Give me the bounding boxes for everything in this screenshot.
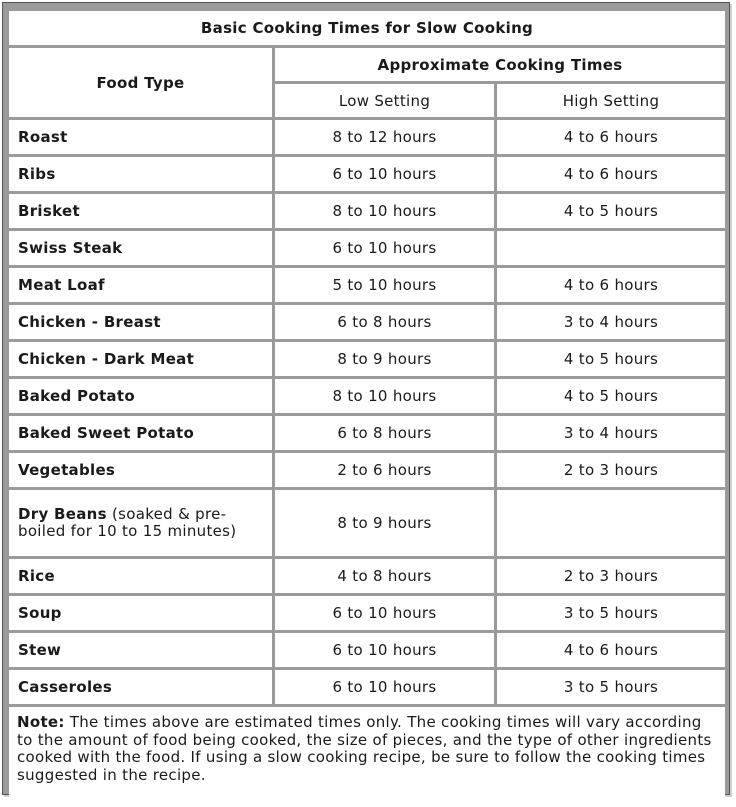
low-setting-cell: 6 to 10 hours	[275, 157, 497, 191]
food-name: Meat Loaf	[18, 276, 105, 294]
food-name: Ribs	[18, 165, 56, 183]
food-name: Vegetables	[18, 461, 116, 479]
table-row	[9, 305, 725, 339]
note-label: Note:	[17, 713, 65, 731]
food-type-cell	[9, 342, 275, 376]
high-setting-cell: 3 to 5 hours	[497, 670, 725, 704]
low-setting-cell: 6 to 10 hours	[275, 633, 497, 667]
high-setting-cell: 3 to 4 hours	[497, 416, 725, 450]
low-setting-cell: 8 to 10 hours	[275, 379, 497, 413]
table-title: Basic Cooking Times for Slow Cooking	[9, 11, 725, 45]
table-row	[9, 490, 725, 556]
high-setting-cell: 4 to 6 hours	[497, 157, 725, 191]
high-setting-cell: 4 to 5 hours	[497, 379, 725, 413]
food-name: Chicken - Dark Meat	[18, 350, 195, 368]
low-setting-cell: 8 to 12 hours	[275, 120, 497, 154]
high-setting-cell: 4 to 5 hours	[497, 194, 725, 228]
low-setting-cell: 4 to 8 hours	[275, 559, 497, 593]
food-note: (soaked & pre-boiled for 10 to 15 minutes)	[18, 505, 237, 540]
table-row	[9, 194, 725, 228]
food-type-cell	[9, 596, 275, 630]
food-name: Roast	[18, 128, 68, 146]
table-row	[9, 596, 725, 630]
table-row	[9, 416, 725, 450]
high-setting-cell: 2 to 3 hours	[497, 559, 725, 593]
high-setting-cell: 4 to 6 hours	[497, 268, 725, 302]
low-setting-cell: 8 to 10 hours	[275, 194, 497, 228]
high-setting-cell	[497, 490, 725, 556]
food-type-header: Food Type	[9, 48, 275, 117]
food-type-cell	[9, 453, 275, 487]
table-row	[9, 120, 725, 154]
low-setting-cell: 5 to 10 hours	[275, 268, 497, 302]
food-type-cell	[9, 305, 275, 339]
low-setting-cell: 6 to 8 hours	[275, 305, 497, 339]
cooking-times-table	[9, 8, 725, 807]
food-type-cell	[9, 559, 275, 593]
table-row	[9, 342, 725, 376]
high-setting-header: High Setting	[497, 84, 725, 117]
high-setting-cell: 3 to 4 hours	[497, 305, 725, 339]
food-name: Baked Potato	[18, 387, 135, 405]
low-setting-cell: 8 to 9 hours	[275, 490, 497, 556]
food-type-cell	[9, 157, 275, 191]
low-setting-cell: 6 to 10 hours	[275, 231, 497, 265]
low-setting-cell: 2 to 6 hours	[275, 453, 497, 487]
food-name: Chicken - Breast	[18, 313, 161, 331]
table-body	[9, 120, 725, 704]
table-row	[9, 231, 725, 265]
low-setting-cell: 6 to 10 hours	[275, 670, 497, 704]
food-name: Casseroles	[18, 678, 113, 696]
table-row	[9, 453, 725, 487]
food-name: Swiss Steak	[18, 239, 123, 257]
food-type-cell	[9, 194, 275, 228]
food-type-cell	[9, 231, 275, 265]
food-type-cell	[9, 416, 275, 450]
low-setting-cell: 6 to 8 hours	[275, 416, 497, 450]
low-setting-cell: 8 to 9 hours	[275, 342, 497, 376]
food-type-cell	[9, 268, 275, 302]
low-setting-cell: 6 to 10 hours	[275, 596, 497, 630]
food-type-cell	[9, 120, 275, 154]
high-setting-cell: 4 to 5 hours	[497, 342, 725, 376]
approx-times-header: Approximate Cooking Times	[275, 48, 725, 81]
food-name: Baked Sweet Potato	[18, 424, 195, 442]
table-row	[9, 633, 725, 667]
high-setting-cell: 4 to 6 hours	[497, 633, 725, 667]
table-frame	[2, 2, 730, 795]
food-name: Stew	[18, 641, 62, 659]
food-name: Brisket	[18, 202, 80, 220]
table-row	[9, 559, 725, 593]
food-type-cell	[9, 379, 275, 413]
food-type-cell	[9, 490, 275, 556]
low-setting-header: Low Setting	[275, 84, 497, 117]
high-setting-cell: 3 to 5 hours	[497, 596, 725, 630]
high-setting-cell: 2 to 3 hours	[497, 453, 725, 487]
high-setting-cell: 4 to 6 hours	[497, 120, 725, 154]
table-row	[9, 157, 725, 191]
high-setting-cell	[497, 231, 725, 265]
table-row	[9, 379, 725, 413]
table-row	[9, 670, 725, 704]
food-type-cell	[9, 633, 275, 667]
food-name: Rice	[18, 567, 55, 585]
food-name: Soup	[18, 604, 62, 622]
food-name: Dry Beans	[18, 505, 107, 523]
note-text: The times above are estimated times only. The cooking times will vary according to the amount of food being cooked, the size of pieces, and the type of other ingredients cooked with the food. If using a slow cooking recipe, be sure to follow the cooking times suggested in the recipe.	[17, 713, 712, 784]
table-row	[9, 268, 725, 302]
food-type-cell	[9, 670, 275, 704]
note-cell	[9, 707, 725, 804]
